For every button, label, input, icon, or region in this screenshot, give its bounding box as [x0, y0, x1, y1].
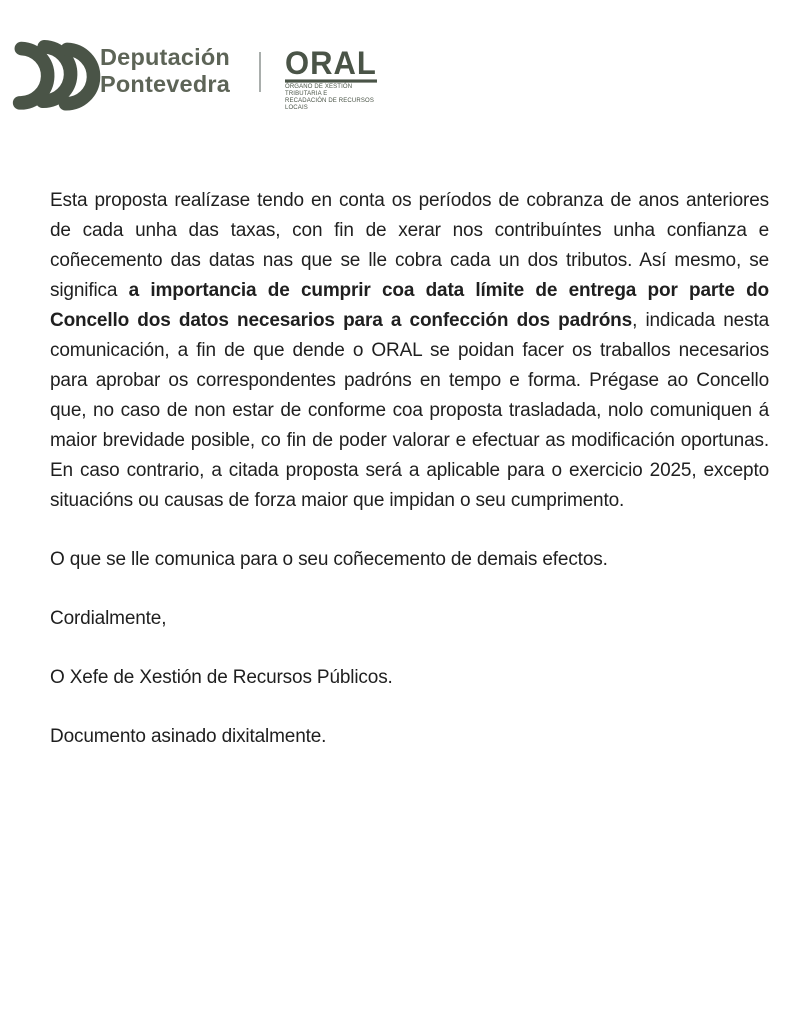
oral-acronym: ORAL: [285, 44, 377, 82]
paragraph-proposal-bold: a importancia de cumprir coa data límite de entrega por parte do Concello dos datos necesarios para a confección dos padróns: [50, 280, 769, 331]
org-name-line1: Deputación: [100, 44, 230, 70]
oral-logo-block: [285, 44, 380, 112]
oral-caption-line2: RECADACIÓN DE RECURSOS LOCAIS: [285, 98, 374, 111]
oral-caption: [285, 84, 380, 112]
deputacion-pontevedra-logo: [12, 34, 102, 119]
letter-body: [50, 186, 769, 781]
org-name-line2: Pontevedra: [100, 71, 230, 97]
signature-note: Documento asinado dixitalmente.: [50, 726, 327, 747]
signer-role: O Xefe de Xestión de Recursos Públicos.: [50, 667, 393, 688]
org-name: [100, 44, 230, 98]
closing-salutation: Cordialmente,: [50, 608, 167, 629]
paragraph-proposal-normal2: , indicada nesta comunicación, a fin de que dende o ORAL se poidan facer os traballos necesarios para aprobar os correspondentes padróns en tempo e forma. Prégase ao Concello que, no caso de non estar de conforme coa proposta trasladada, nolo comuniquen á maior brevidade posible, co fin de poder valorar e efectuar as modificación oportunas. En caso contrario, a citada proposta será a aplicable para o exercicio 2025, excepto situacións ou causas de forza maior que impidan o seu cumprimento.: [50, 310, 769, 511]
oral-caption-line1: ÓRGANO DE XESTIÓN TRIBUTARIA E: [285, 84, 353, 97]
header-divider: [259, 52, 261, 92]
letterhead: [0, 0, 803, 140]
paragraph-communication: O que se lle comunica para o seu coñecemento de demais efectos.: [50, 549, 608, 570]
dpp-crescents-icon: [12, 34, 102, 114]
paragraph-proposal-normal1: Esta proposta realízase tendo en conta os períodos de cobranza de anos anteriores de cada unha das taxas, con fin de xerar nos contribuíntes unha confianza e coñecemento das datas nas que se lle cobra cada un dos tributos. Así mesmo, se significa: [50, 190, 769, 301]
paragraph-proposal: [50, 186, 769, 516]
